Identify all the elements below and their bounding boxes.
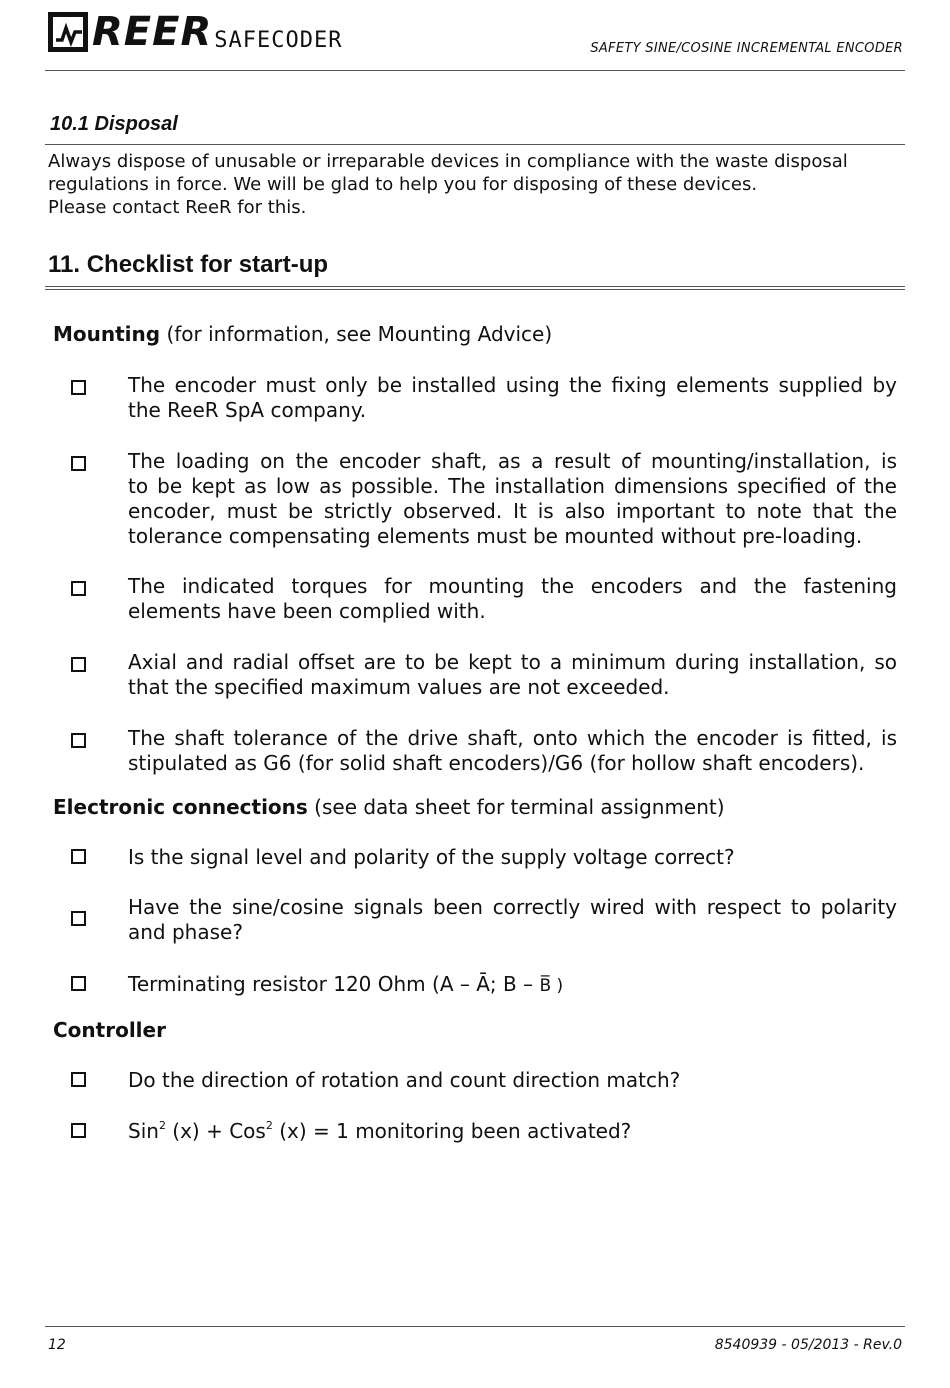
checkbox[interactable] [71, 733, 86, 748]
sin-text: Sin [128, 1119, 159, 1143]
logo-text: REER [92, 9, 213, 55]
item-text [128, 1119, 897, 1144]
item-text [128, 373, 897, 423]
monitoring-text: (x) = 1 monitoring been activated? [272, 1119, 632, 1143]
footer-divider [45, 1326, 905, 1327]
checkbox[interactable] [71, 380, 86, 395]
item-text [128, 726, 897, 776]
page-number: 12 [48, 1337, 66, 1353]
logo-mark-icon [48, 12, 88, 52]
item-line: Do the direction of rotation and count direction match? [128, 1068, 681, 1092]
divider [45, 144, 905, 145]
checkbox[interactable] [71, 657, 86, 672]
item-line: elements have been complied with. [128, 599, 486, 623]
item-line: The loading on the encoder shaft, as a result of mounting/installation, is [128, 449, 897, 473]
item-line: Axial and radial offset are to be kept to a minimum during installation, so [128, 650, 897, 674]
superscript: 2 [265, 1119, 273, 1132]
closing-paren: ) [551, 976, 564, 996]
controller-title: Controller [53, 1018, 166, 1042]
item-line: and phase? [128, 920, 243, 944]
checkbox[interactable] [71, 976, 86, 991]
item-text [128, 972, 897, 999]
item-text [128, 574, 897, 624]
item-line: The shaft tolerance of the drive shaft, onto which the encoder is fitted, is [128, 726, 897, 750]
document-reference: 8540939 - 05/2013 - Rev.0 [714, 1337, 902, 1353]
double-divider [45, 286, 905, 290]
item-line [128, 972, 897, 999]
checkbox[interactable] [71, 1072, 86, 1087]
electronic-note: (see data sheet for terminal assignment) [307, 795, 725, 819]
item-line [128, 1119, 897, 1144]
item-line: the ReeR SpA company. [128, 398, 367, 422]
resistor-text: Terminating resistor 120 Ohm (A – Ā; B – [128, 972, 540, 996]
mounting-group-title [53, 322, 552, 346]
header-title: SAFETY SINE/COSINE INCREMENTAL ENCODER [590, 41, 903, 56]
logo-subtext: SAFECODER [214, 28, 343, 53]
item-line: to be kept as low as possible. The installation dimensions specified of the [128, 474, 897, 498]
disposal-line: Always dispose of unusable or irreparable devices in compliance with the waste disposal [48, 151, 848, 172]
checkbox[interactable] [71, 456, 86, 471]
mounting-title: Mounting [53, 322, 161, 346]
item-line: The indicated torques for mounting the encoders and the fastening [128, 574, 897, 598]
mounting-note: (for information, see Mounting Advice) [160, 322, 553, 346]
item-line: encoder, must be strictly observed. It is also important to note that the [128, 499, 897, 523]
disposal-paragraph [48, 150, 898, 219]
item-text [128, 895, 897, 945]
disposal-heading: 10.1 Disposal [50, 113, 178, 135]
superscript: 2 [158, 1119, 166, 1132]
checkbox[interactable] [71, 849, 86, 864]
item-text [128, 650, 897, 700]
electronic-title: Electronic connections [53, 795, 308, 819]
disposal-line: regulations in force. We will be glad to help you for disposing of these devices. [48, 174, 758, 195]
item-text [128, 449, 897, 549]
item-text [128, 845, 897, 870]
checkbox[interactable] [71, 1123, 86, 1138]
b-bar-symbol: B̅ [539, 976, 552, 996]
checkbox[interactable] [71, 911, 86, 926]
item-line: that the specified maximum values are not exceeded. [128, 675, 670, 699]
item-line: Have the sine/cosine signals been correctly wired with respect to polarity [128, 895, 897, 919]
disposal-line: Please contact ReeR for this. [48, 197, 307, 218]
item-text [128, 1068, 897, 1093]
checklist-heading: 11. Checklist for start-up [48, 251, 329, 278]
reer-logo [48, 8, 342, 58]
electronic-group-title [53, 795, 725, 819]
page-header [45, 0, 905, 71]
checkbox[interactable] [71, 581, 86, 596]
controller-group-title [53, 1018, 166, 1042]
item-line: Is the signal level and polarity of the supply voltage correct? [128, 845, 735, 869]
cos-text: (x) + Cos [165, 1119, 266, 1143]
item-line: stipulated as G6 (for solid shaft encoders)/G6 (for hollow shaft encoders). [128, 751, 865, 775]
item-line: tolerance compensating elements must be mounted without pre-loading. [128, 524, 863, 548]
item-line: The encoder must only be installed using the fixing elements supplied by [128, 373, 897, 397]
